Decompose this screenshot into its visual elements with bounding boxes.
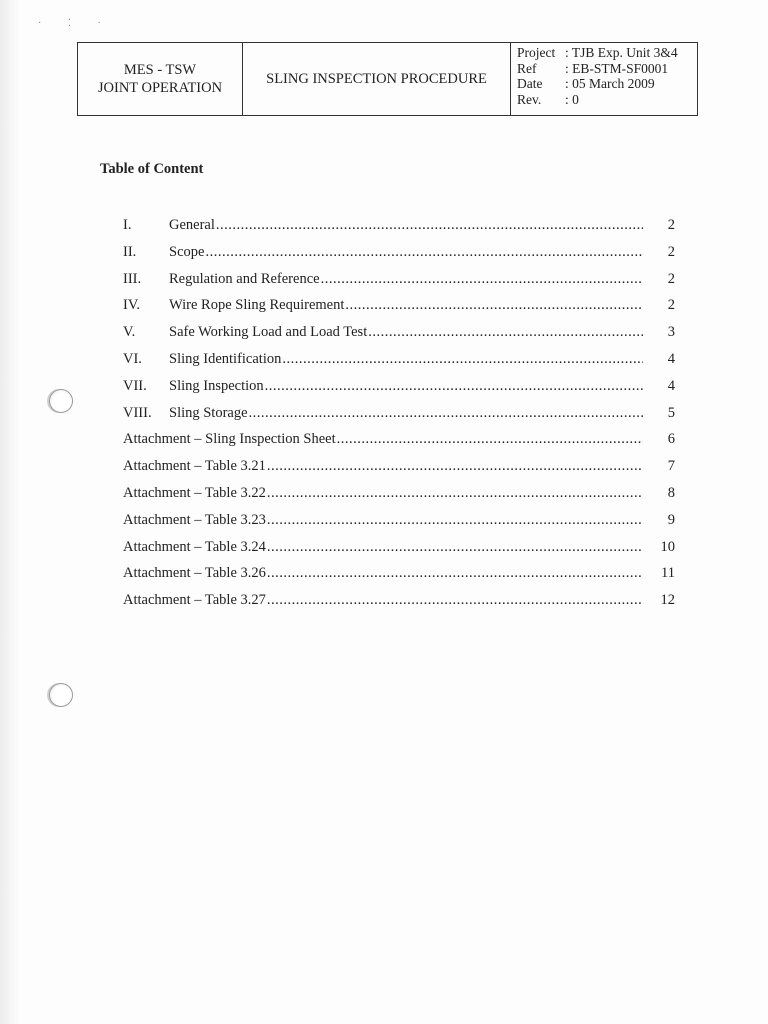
toc-entry-line <box>169 217 643 234</box>
meta-row-date <box>517 76 697 92</box>
meta-row-project <box>517 45 697 61</box>
toc-entry <box>123 404 675 432</box>
toc-leader-dots <box>249 405 643 422</box>
toc-attachment-entry <box>123 511 675 539</box>
toc-leader-dots <box>216 217 643 234</box>
toc-entry-title: Sling Storage <box>169 404 248 421</box>
toc-entry-number: VIII. <box>123 404 152 421</box>
toc-entry-title: Attachment – Table 3.21 <box>123 458 266 475</box>
toc-entry-line <box>169 324 643 341</box>
toc-entry <box>123 324 675 351</box>
toc-entry-number: V. <box>123 324 136 341</box>
toc-entry-page: 5 <box>667 404 675 421</box>
toc-entry-number: VII. <box>123 377 147 394</box>
toc-entry-title: Attachment – Table 3.27 <box>123 592 266 609</box>
meta-value: : TJB Exp. Unit 3&4 <box>565 45 678 60</box>
toc-entry-line <box>123 565 643 582</box>
toc-leader-dots <box>321 271 643 288</box>
toc-entry-number: IV. <box>123 297 141 314</box>
scan-specks: · ⁚ · <box>38 18 113 29</box>
toc-entry-title: Attachment – Table 3.24 <box>123 538 266 555</box>
toc-entry-line <box>169 351 643 368</box>
table-of-contents <box>123 217 675 619</box>
organization-cell <box>78 43 243 115</box>
meta-key: Ref <box>517 60 537 76</box>
punch-hole-mark <box>49 389 73 413</box>
toc-entry-page: 2 <box>667 243 675 260</box>
meta-value: : 0 <box>565 91 579 107</box>
toc-leader-dots <box>282 351 643 368</box>
toc-entry-page: 4 <box>667 350 675 367</box>
meta-value: : 05 March 2009 <box>565 76 655 91</box>
toc-leader-dots <box>267 485 643 502</box>
toc-leader-dots <box>267 458 643 475</box>
toc-entry-page: 2 <box>667 217 675 233</box>
toc-leader-dots <box>267 512 643 529</box>
organization-name: MES - TSW <box>123 62 197 78</box>
meta-key: Date <box>517 76 543 91</box>
toc-attachment-entry <box>123 565 675 592</box>
toc-entry-line <box>169 271 643 288</box>
toc-entry-line <box>123 592 643 609</box>
toc-entry-page: 3 <box>667 324 675 341</box>
toc-entry <box>123 270 675 298</box>
toc-entry-title: Attachment – Table 3.23 <box>123 511 266 528</box>
toc-leader-dots <box>267 592 643 609</box>
toc-leader-dots <box>368 324 643 341</box>
toc-leader-dots <box>337 431 643 448</box>
toc-attachment-entry <box>123 538 675 566</box>
toc-entry-page: 2 <box>667 297 675 314</box>
toc-entry-title: Regulation and Reference <box>169 270 320 287</box>
toc-heading: Table of Content <box>100 161 204 177</box>
toc-entry-page: 6 <box>667 431 675 448</box>
toc-entry-title: Sling Inspection <box>169 377 264 394</box>
toc-entry-line <box>169 405 643 422</box>
toc-entry <box>123 377 675 405</box>
toc-entry <box>123 297 675 324</box>
document-meta-cell <box>511 43 697 115</box>
toc-leader-dots <box>267 539 643 556</box>
toc-entry-page: 11 <box>661 565 675 582</box>
toc-entry-page: 4 <box>667 377 675 394</box>
toc-entry-page: 10 <box>660 538 675 555</box>
meta-key: Project <box>517 45 556 60</box>
toc-entry-number: I. <box>123 217 132 233</box>
toc-entry-title: Safe Working Load and Load Test <box>169 324 368 341</box>
toc-entry-line <box>123 431 643 448</box>
toc-entry-page: 2 <box>667 270 675 287</box>
toc-entry-page: 8 <box>667 484 675 501</box>
toc-entry-line <box>123 512 643 529</box>
organization-subtitle: JOINT OPERATION <box>97 80 223 96</box>
toc-attachment-entry <box>123 458 675 485</box>
toc-entry-title: Sling Identification <box>169 350 282 367</box>
toc-attachment-entry <box>123 592 675 619</box>
toc-leader-dots <box>267 565 643 582</box>
toc-entry-title: Wire Rope Sling Requirement <box>169 297 345 314</box>
toc-entry-line <box>169 378 643 395</box>
meta-value: : EB-STM-SF0001 <box>565 60 669 76</box>
toc-entry-title: General <box>169 217 215 233</box>
document-title-cell <box>243 43 511 115</box>
toc-entry-title: Attachment – Table 3.22 <box>123 484 266 501</box>
toc-leader-dots <box>265 378 643 395</box>
toc-entry-title: Attachment – Sling Inspection Sheet <box>123 431 336 448</box>
toc-attachment-entry <box>123 484 675 512</box>
document-title: SLING INSPECTION PROCEDURE <box>266 70 487 87</box>
toc-entry-line <box>123 458 643 475</box>
toc-leader-dots <box>205 244 643 261</box>
meta-key: Rev. <box>517 91 542 107</box>
toc-entry-number: III. <box>123 270 142 287</box>
toc-leader-dots <box>345 297 643 314</box>
document-header-table <box>77 42 698 116</box>
toc-entry-title: Scope <box>169 243 205 260</box>
punch-hole-mark <box>49 683 73 707</box>
toc-attachment-entry <box>123 431 675 458</box>
toc-entry-number: VI. <box>123 350 142 367</box>
meta-row-revision <box>517 92 697 108</box>
toc-entry <box>123 243 675 271</box>
toc-entry-line <box>169 244 643 261</box>
toc-entry-number: II. <box>123 243 137 260</box>
toc-entry-line <box>169 297 643 314</box>
meta-row-ref <box>517 61 697 77</box>
toc-entry <box>123 350 675 378</box>
toc-entry <box>123 217 675 244</box>
toc-entry-line <box>123 485 643 502</box>
toc-entry-page: 9 <box>667 511 675 528</box>
toc-entry-page: 12 <box>660 592 675 609</box>
toc-entry-line <box>123 539 643 556</box>
toc-entry-page: 7 <box>667 458 675 475</box>
toc-entry-title: Attachment – Table 3.26 <box>123 565 266 582</box>
scan-edge-shadow <box>0 0 20 1024</box>
